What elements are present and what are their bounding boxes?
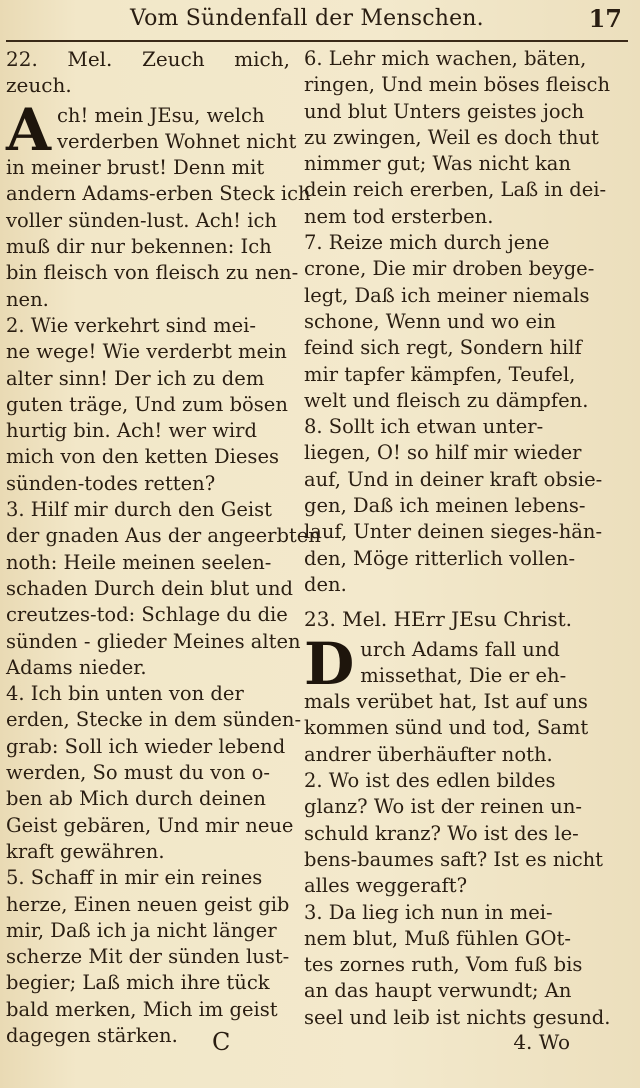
text-line: missethat, Die er eh- [360,663,567,687]
hymn-23-heading: 23. Mel. HErr JEsu Christ. [304,607,573,632]
verse-lines [6,681,302,865]
text-line: seel und leib ist nichts gesund. [304,1005,611,1029]
text-line: nen. [6,287,49,311]
text-line: bens-baumes saft? Ist es nicht [304,847,604,871]
text-line: voller sünden-lust. Ach! ich [6,208,277,232]
hymn-23-verse-1 [304,629,590,768]
hymn-23-verse-3 [304,900,611,1031]
hymn-22-verse-3 [6,497,321,681]
text-line: alles weggeraft? [304,874,468,898]
text-line: ne wege! Wie verderbt mein [6,340,287,364]
verse-lines [6,313,290,497]
header-rule [6,40,628,42]
text-line: sünden - glieder Meines alten [6,629,301,653]
text-line: an das haupt verwundt; An [304,979,572,1003]
text-line: 4. Ich bin unten von der [6,682,244,706]
text-line: noth: Heile meinen seelen- [6,550,272,574]
hymn-22-verse-6 [304,46,611,230]
running-head: Vom Sündenfall der Menschen. [130,6,484,31]
signature-mark: C [212,1028,231,1056]
text-line: den, Möge ritterlich vollen- [304,546,576,570]
text-line: scherze Mit der sünden lust- [6,945,290,969]
text-line: dein reich ererben, Laß in dei- [304,178,607,202]
verse-lines [304,768,604,899]
verse-lines [6,497,321,681]
page-header [0,0,640,40]
text-line: erden, Stecke in dem sünden- [6,708,302,732]
hymn-22-heading: 22. Mel. Zeuch mich, zeuch. [6,47,290,98]
text-line: schone, Wenn und wo ein [304,309,556,333]
text-line: nem tod ersterben. [304,204,494,228]
text-line: 6. Lehr mich wachen, bäten, [304,47,587,70]
text-line: und blut Unters geistes joch [304,99,585,123]
text-line: lauf, Unter deinen sieges-hän- [304,520,603,544]
hymn-23-verse-2 [304,768,604,899]
text-line: bin fleisch von fleisch zu nen- [6,261,299,285]
text-line: schuld kranz? Wo ist des le- [304,821,579,845]
text-line: creutzes-tod: Schlage du die [6,603,288,627]
text-line: hurtig bin. Ach! wer wird [6,419,257,443]
verse-lines [304,414,603,598]
text-line: crone, Die mir droben beyge- [304,257,595,281]
text-line: ringen, Und mein böses fleisch [304,73,611,97]
text-line: 2. Wo ist des edlen bildes [304,769,556,793]
text-line: 5. Schaff in mir ein reines [6,866,263,890]
catchword: 4. Wo [513,1030,570,1054]
text-line: 3. Da lieg ich nun in mei- [304,900,553,924]
text-line: mich von den ketten Dieses [6,445,279,469]
verse-lines [304,230,595,414]
text-line: in meiner brust! Denn mit [6,156,265,180]
text-line: 7. Reize mich durch jene [304,231,550,255]
text-line: tes zornes ruth, Vom fuß bis [304,953,583,977]
right-column [304,46,611,1031]
text-line: der gnaden Aus der angeerbten [6,524,321,548]
text-line: schaden Durch dein blut und [6,576,294,600]
text-line: kommen sünd und tod, Samt [304,716,589,740]
text-line: andern Adams-erben Steck ich [6,182,311,206]
text-line: grab: Soll ich wieder lebend [6,734,286,758]
text-line: 2. Wie verkehrt sind mei- [6,313,256,337]
page-number: 17 [588,4,622,33]
text-line: mals verübet hat, Ist auf uns [304,690,588,714]
text-line: glanz? Wo ist der reinen un- [304,795,582,819]
text-line: werden, So must du von o- [6,761,271,785]
text-line: welt und fleisch zu dämpfen. [304,388,589,412]
text-line: guten träge, Und zum bösen [6,392,288,416]
text-line: ben ab Mich durch deinen [6,787,266,811]
text-line: 3. Hilf mir durch den Geist [6,498,272,522]
verse-lines [304,900,611,1031]
text-line: auf, Und in deiner kraft obsie- [304,467,603,491]
text-line: andrer überhäufter noth. [304,742,553,766]
text-line: sünden-todes retten? [6,471,216,495]
text-line: herze, Einen neuen geist gib [6,892,290,916]
hymn-22-verse-4 [6,681,302,865]
text-line: muß dir nur bekennen: Ich [6,235,272,259]
drop-cap-a: A [6,95,52,164]
text-line: feind sich regt, Sondern hilf [304,336,582,360]
text-line: nimmer gut; Was nicht kan [304,152,571,176]
text-line: dagegen stärken. [6,1023,178,1047]
verse-lines [6,865,290,1049]
verse-lines [304,46,611,230]
text-line: bald merken, Mich im geist [6,997,278,1021]
hymn-22-verse-1 [6,95,311,313]
text-line: 8. Sollt ich etwan unter- [304,415,544,439]
hymn-gap [304,598,590,606]
text-line: Adams nieder. [6,655,147,679]
text-line: legt, Daß ich meiner niemals [304,283,590,307]
text-line: zu zwingen, Weil es doch thut [304,125,599,149]
text-line: begier; Laß mich ihre tück [6,971,270,995]
hymn-22-verse-7 [304,230,595,414]
text-line: den. [304,572,347,596]
text-line: urch Adams fall und [360,637,560,661]
text-line: alter sinn! Der ich zu dem [6,366,265,390]
text-line: Geist gebären, Und mir neue [6,813,294,837]
hymn-22-verse-2 [6,313,290,497]
text-line: gen, Daß ich meinen lebens- [304,494,586,518]
text-line: kraft gewähren. [6,839,165,863]
hymn-22-verse-5 [6,865,290,1049]
drop-cap-d: D [304,629,355,698]
text-line: mir, Daß ich ja nicht länger [6,918,277,942]
text-line: mir tapfer kämpfen, Teufel, [304,362,576,386]
hymn-22-verse-8 [304,414,603,598]
text-line: verderben Wohnet nicht [57,129,297,153]
text-line: ch! mein JEsu, welch [57,103,265,127]
text-line: nem blut, Muß fühlen GOt- [304,926,571,950]
left-column [6,46,321,1049]
text-line: liegen, O! so hilf mir wieder [304,441,582,465]
